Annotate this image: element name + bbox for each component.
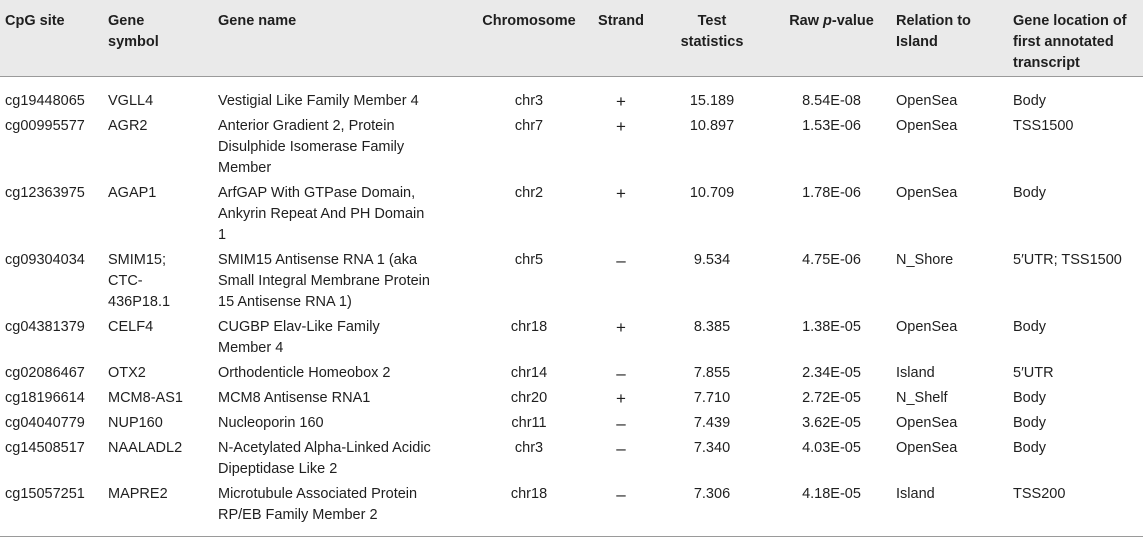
header-raw-p-value-text: [789, 13, 874, 29]
relation-to-island-cell: Island: [896, 364, 935, 381]
chromosome-cell: chr14: [510, 364, 548, 381]
gene-location-cell: Body: [1013, 92, 1047, 109]
gene-symbol-cell: NAALADL2: [108, 439, 183, 456]
relation-to-island-cell: N_Shelf: [896, 389, 948, 406]
table-row: [0, 181, 1143, 248]
cpg-site-cell: cg18196614: [5, 389, 85, 406]
gene-location-cell: 5′UTR: [1013, 364, 1054, 381]
raw-p-value-cell: 4.75E-06: [802, 251, 861, 268]
relation-to-island-cell: OpenSea: [896, 414, 958, 431]
table-body: [0, 76, 1143, 536]
gene-location-cell: Body: [1013, 439, 1047, 456]
relation-to-island-cell: Island: [896, 485, 935, 502]
strand-cell: +: [616, 183, 626, 203]
gene-name-cell: ArfGAP With GTPase Domain, Ankyrin Repeat And PH Domain 1: [218, 184, 425, 243]
test-statistic-cell: 7.340: [693, 439, 731, 456]
gene-name-cell: N-Acetylated Alpha-Linked Acidic Dipeptidase Like 2: [218, 439, 431, 477]
chromosome-cell: chr2: [514, 184, 544, 201]
chromosome-cell: chr20: [510, 389, 548, 406]
test-statistic-cell: 8.385: [693, 318, 731, 335]
gene-name-cell: SMIM15 Antisense RNA 1 (aka Small Integral Membrane Protein 15 Antisense RNA 1): [218, 251, 430, 310]
test-statistic-cell: 9.534: [693, 251, 731, 268]
table-row: [0, 248, 1143, 315]
cpg-site-cell: cg19448065: [5, 92, 85, 109]
cpg-site-cell: cg04381379: [5, 318, 85, 335]
header-gene-location: Gene location of first annotated transcript: [1013, 13, 1127, 71]
gene-name-cell: Microtubule Associated Protein RP/EB Family Member 2: [218, 485, 418, 523]
raw-p-value-cell: 1.38E-05: [802, 318, 861, 335]
relation-to-island-cell: OpenSea: [896, 439, 958, 456]
gene-location-cell: TSS1500: [1013, 117, 1074, 134]
cpg-site-cell: cg12363975: [5, 184, 85, 201]
table-row: [0, 386, 1143, 411]
cpg-site-cell: cg09304034: [5, 251, 85, 268]
test-statistic-cell: 7.855: [693, 364, 731, 381]
strand-cell: –: [616, 438, 626, 458]
cpg-site-cell: cg00995577: [5, 117, 85, 134]
gene-name-cell: MCM8 Antisense RNA1: [218, 389, 371, 406]
table-row: [0, 482, 1143, 537]
strand-cell: +: [616, 388, 626, 408]
gene-location-cell: Body: [1013, 318, 1047, 335]
gene-location-cell: Body: [1013, 414, 1047, 431]
strand-cell: –: [616, 484, 626, 504]
header-chromosome: Chromosome: [482, 13, 576, 29]
header-gene-symbol-text: Gene symbol: [108, 13, 159, 50]
raw-p-value-cell: 4.18E-05: [802, 485, 861, 502]
table-row: [0, 361, 1143, 386]
raw-p-value-cell: 1.78E-06: [802, 184, 861, 201]
gene-location-cell: Body: [1013, 184, 1047, 201]
gene-symbol-cell: VGLL4: [108, 92, 154, 109]
gene-symbol-cell: NUP160: [108, 414, 163, 431]
raw-p-value-cell: 8.54E-08: [802, 92, 861, 109]
raw-p-value-cell: 1.53E-06: [802, 117, 861, 134]
header-raw-p-value: [767, 0, 896, 76]
table-row: [0, 76, 1143, 114]
gene-location-cell: Body: [1013, 389, 1047, 406]
gene-name-cell: Vestigial Like Family Member 4: [218, 92, 419, 109]
strand-cell: –: [616, 413, 626, 433]
chromosome-cell: chr11: [511, 414, 547, 431]
header-strand: Strand: [598, 13, 644, 29]
gene-name-cell: CUGBP Elav-Like Family Member 4: [218, 318, 380, 356]
gene-symbol-cell: AGR2: [108, 117, 148, 134]
gene-location-cell: 5′UTR; TSS1500: [1013, 251, 1122, 268]
relation-to-island-cell: N_Shore: [896, 251, 954, 268]
raw-p-value-cell: 2.34E-05: [802, 364, 861, 381]
gene-symbol-cell: MCM8-AS1: [108, 389, 183, 406]
header-relation-to-island: Relation to Island: [896, 13, 971, 50]
test-statistic-cell: 7.439: [693, 414, 731, 431]
header-gene-symbol: [108, 0, 218, 76]
gene-symbol-cell: SMIM15; CTC-436P18.1: [108, 251, 171, 310]
relation-to-island-cell: OpenSea: [896, 117, 958, 134]
cpg-site-cell: cg02086467: [5, 364, 85, 381]
test-statistic-cell: 15.189: [689, 92, 735, 109]
header-row: [0, 0, 1143, 76]
raw-p-value-cell: 3.62E-05: [802, 414, 861, 431]
table-row: [0, 315, 1143, 361]
chromosome-cell: chr5: [514, 251, 544, 268]
gene-symbol-cell: OTX2: [108, 364, 146, 381]
header-gene-name: Gene name: [218, 13, 297, 29]
raw-p-value-cell: 2.72E-05: [802, 389, 861, 406]
test-statistic-cell: 10.709: [689, 184, 735, 201]
gene-name-cell: Nucleoporin 160: [218, 414, 324, 431]
header-cpg-site: CpG site: [5, 13, 65, 29]
relation-to-island-cell: OpenSea: [896, 318, 958, 335]
table-row: [0, 436, 1143, 482]
gene-symbol-cell: MAPRE2: [108, 485, 168, 502]
strand-cell: –: [616, 363, 626, 383]
table-row: [0, 114, 1143, 181]
raw-label: Raw: [789, 13, 824, 29]
gene-location-cell: TSS200: [1013, 485, 1066, 502]
chromosome-cell: chr3: [514, 92, 544, 109]
gene-symbol-cell: AGAP1: [108, 184, 157, 201]
chromosome-cell: chr3: [514, 439, 544, 456]
strand-cell: +: [616, 317, 626, 337]
test-statistic-cell: 7.710: [693, 389, 731, 406]
chromosome-cell: chr18: [510, 318, 548, 335]
strand-cell: +: [616, 116, 626, 136]
test-statistic-cell: 7.306: [693, 485, 731, 502]
cpg-site-cell: cg14508517: [5, 439, 85, 456]
gene-name-cell: Orthodenticle Homeobox 2: [218, 364, 391, 381]
relation-to-island-cell: OpenSea: [896, 92, 958, 109]
gene-name-cell: Anterior Gradient 2, Protein Disulphide Isomerase Family Member: [218, 117, 405, 176]
raw-p-value-cell: 4.03E-05: [802, 439, 861, 456]
p-label: p: [823, 13, 832, 29]
strand-cell: –: [616, 250, 626, 270]
cpg-site-cell: cg15057251: [5, 485, 85, 502]
table-row: [0, 411, 1143, 436]
gene-symbol-cell: CELF4: [108, 318, 154, 335]
value-label: -value: [831, 13, 874, 29]
chromosome-cell: chr7: [514, 117, 544, 134]
cpg-site-cell: cg04040779: [5, 414, 85, 431]
test-statistic-cell: 10.897: [689, 117, 735, 134]
strand-cell: +: [616, 91, 626, 111]
relation-to-island-cell: OpenSea: [896, 184, 958, 201]
header-test-statistics: Test statistics: [680, 13, 744, 50]
chromosome-cell: chr18: [510, 485, 548, 502]
